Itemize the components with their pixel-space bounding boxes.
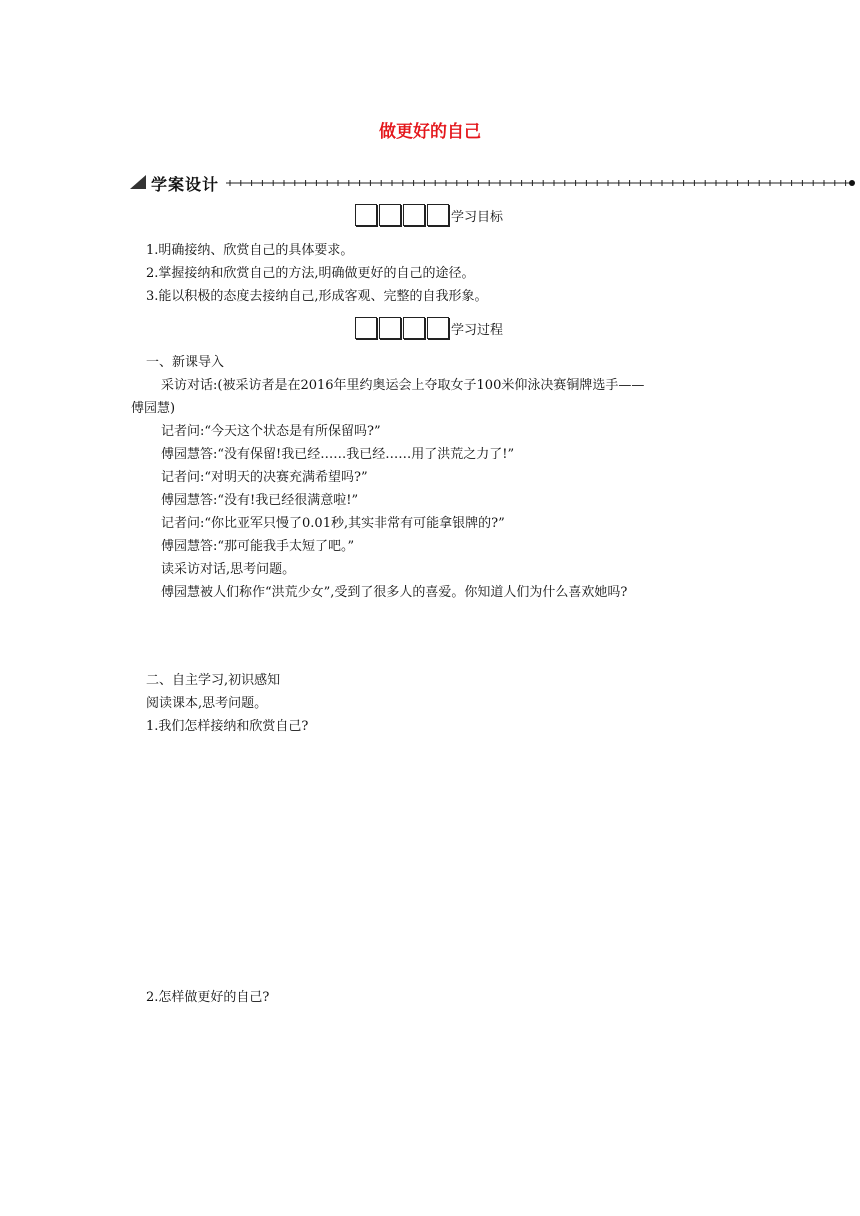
banner-triangle-icon <box>130 175 146 189</box>
part1-question: 傅园慧被人们称作“洪荒少女”,受到了很多人的喜爱。你知道人们为什么喜欢她吗? <box>161 585 628 600</box>
heading-box <box>427 204 449 226</box>
part2-question-2: 2.怎样做更好的自己? <box>146 990 270 1005</box>
goal-item: 1.明确接纳、欣赏自己的具体要求。 <box>146 243 354 258</box>
goals-heading: 学习目标 <box>451 210 504 225</box>
interview-intro-cont: 傅园慧) <box>131 401 176 416</box>
process-heading-row <box>355 317 503 339</box>
goals-heading-row <box>355 204 503 226</box>
dialogue-line: 记者问:“今天这个状态是有所保留吗?” <box>161 424 381 439</box>
page-title: 做更好的自己 <box>379 122 481 142</box>
heading-box <box>355 317 377 339</box>
heading-box <box>403 317 425 339</box>
goal-item: 3.能以积极的态度去接纳自己,形成客观、完整的自我形象。 <box>146 289 488 304</box>
part2-task: 阅读课本,思考问题。 <box>146 696 268 711</box>
dotted-divider <box>226 172 858 194</box>
dialogue-line: 记者问:“对明天的决赛充满希望吗?” <box>161 470 368 485</box>
heading-box <box>355 204 377 226</box>
heading-box <box>403 204 425 226</box>
dialogue-line: 傅园慧答:“没有保留!我已经……我已经……用了洪荒之力了!” <box>161 447 515 462</box>
heading-box <box>379 317 401 339</box>
dialogue-line: 傅园慧答:“没有!我已经很满意啦!” <box>161 493 359 508</box>
dialogue-line: 记者问:“你比亚军只慢了0.01秒,其实非常有可能拿银牌的?” <box>161 516 505 531</box>
interview-intro: 采访对话:(被采访者是在2016年里约奥运会上夺取女子100米仰泳决赛铜牌选手—— <box>161 378 645 393</box>
goal-item: 2.掌握接纳和欣赏自己的方法,明确做更好的自己的途径。 <box>146 266 475 281</box>
part2-heading: 二、自主学习,初识感知 <box>146 673 281 688</box>
part1-heading: 一、新课导入 <box>146 355 225 370</box>
dialogue-line: 傅园慧答:“那可能我手太短了吧。” <box>161 539 355 554</box>
section-banner <box>130 172 858 194</box>
process-heading: 学习过程 <box>451 323 504 338</box>
part2-question-1: 1.我们怎样接纳和欣赏自己? <box>146 719 309 734</box>
heading-box <box>379 204 401 226</box>
section-header: 学案设计 <box>151 175 220 194</box>
reading-task: 读采访对话,思考问题。 <box>161 562 296 577</box>
heading-box <box>427 317 449 339</box>
